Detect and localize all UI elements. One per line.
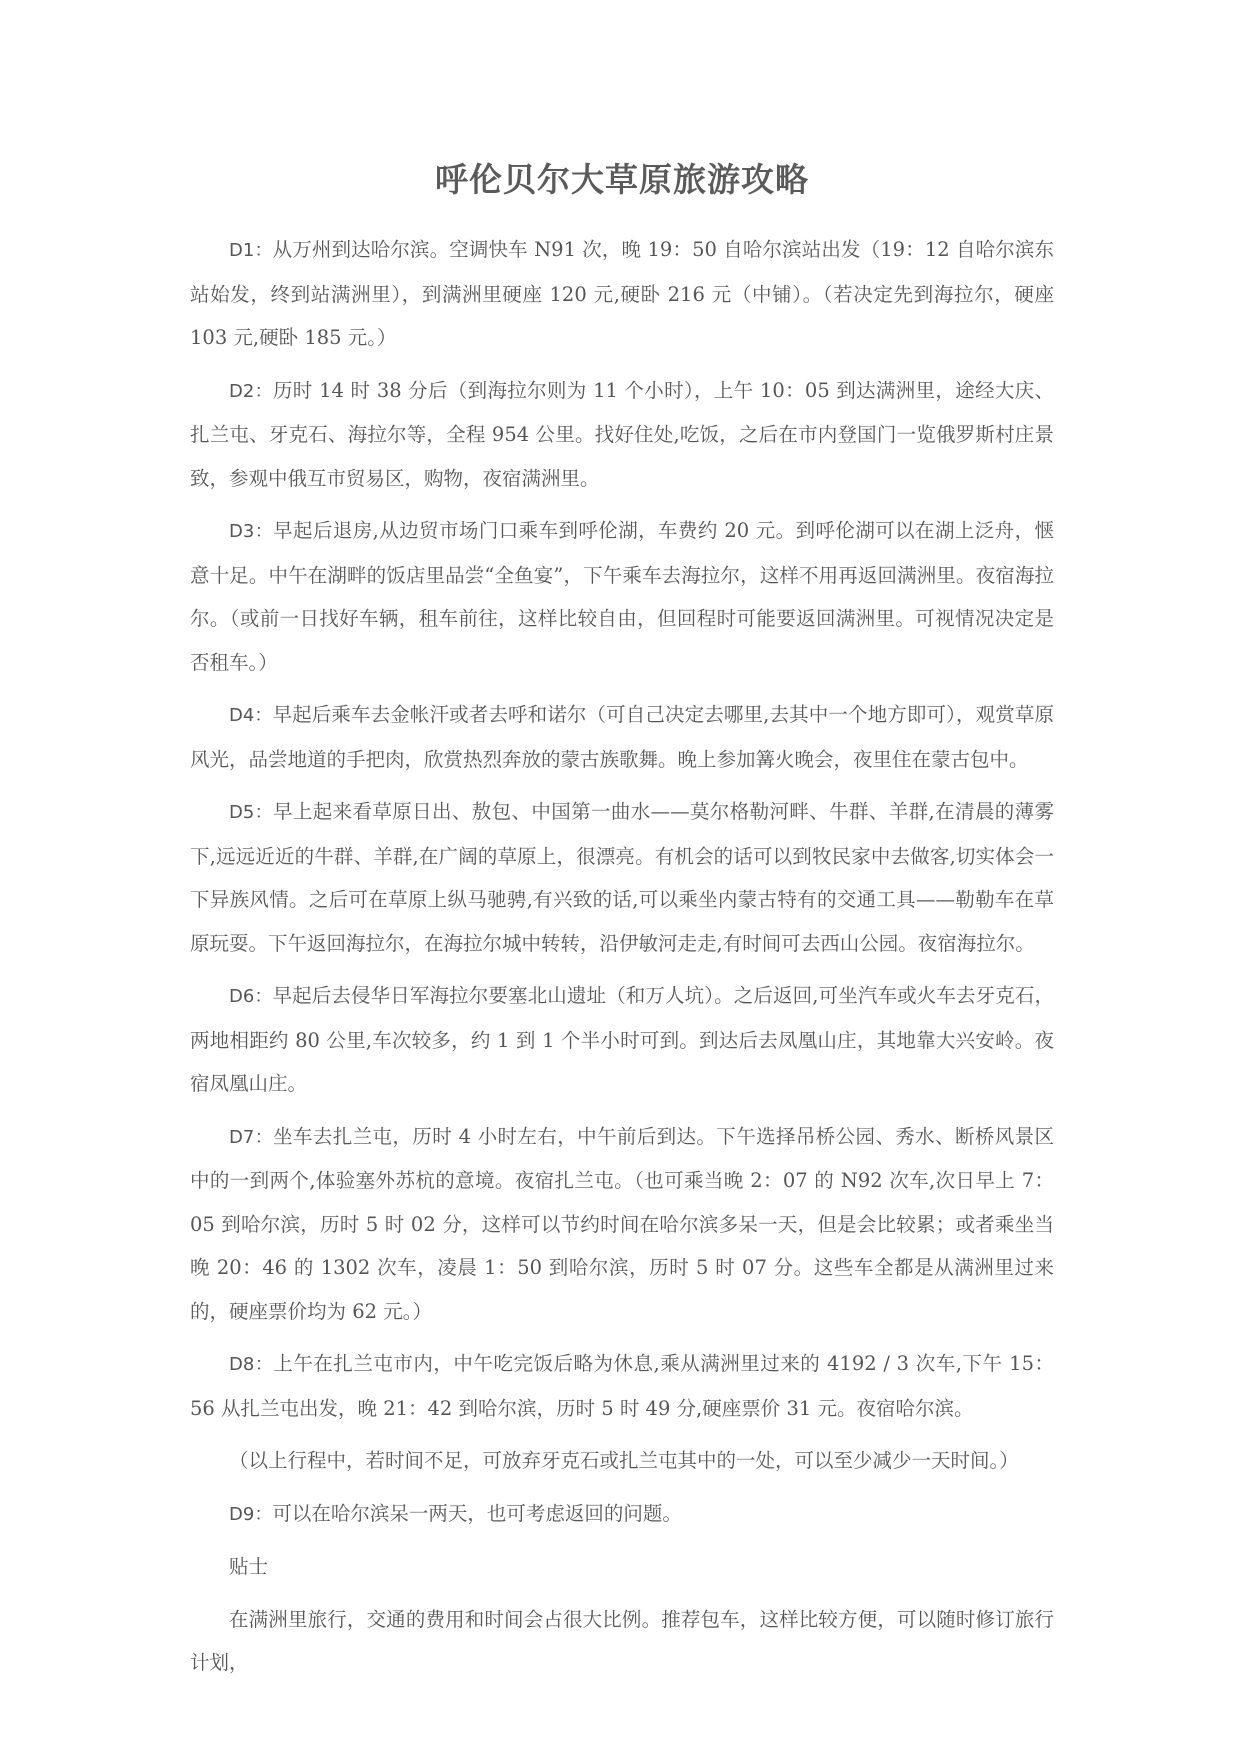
itinerary-day-7 [190, 1115, 1054, 1334]
day-label: D3： [229, 521, 274, 542]
paragraph-text: 早起后退房,从边贸市场门口乘车到呼伦湖，车费约 20 元。到呼伦湖可以在湖上泛舟，惬意十足。中午在湖畔的饭店里品尝“全鱼宴”，下午乘车去海拉尔，这样不用再返回满洲里。夜宿海拉尔。（或前一日找好车辆，租车前往，这样比较自由，但回程时可能要返回满洲里。可视情况决定是否租车。） [190, 519, 1054, 674]
itinerary-day-8 [190, 1342, 1054, 1430]
itinerary-day-9 [190, 1492, 1054, 1537]
day-label: D1： [229, 240, 273, 261]
tips-heading [190, 1545, 1054, 1589]
paragraph-text: 历时 14 时 38 分后（到海拉尔则为 11 个小时），上午 10：05 到达满洲里，途经大庆、扎兰屯、牙克石、海拉尔等，全程 954 公里。找好住处,吃饭，之后在市内登国门一览俄罗斯村庄景致，参观中俄互市贸易区，购物，夜宿满洲里。 [190, 378, 1055, 490]
day-label: D4： [229, 705, 273, 726]
document-page [190, 150, 1054, 1694]
day-label: D6： [229, 986, 273, 1007]
tips-paragraph [190, 1598, 1054, 1685]
day-label: D8： [229, 1354, 274, 1375]
itinerary-day-4 [190, 693, 1054, 781]
itinerary-day-5 [190, 790, 1054, 965]
paragraph-text: 早起后乘车去金帐汗或者去呼和诺尔（可自己决定去哪里,去其中一个地方即可），观赏草原风光，品尝地道的手把肉，欣赏热烈奔放的蒙古族歌舞。晚上参加篝火晚会，夜里住在蒙古包中。 [190, 703, 1054, 771]
paragraph-text: 贴士 [229, 1555, 269, 1578]
day-label: D9： [229, 1503, 273, 1525]
itinerary-day-1 [190, 228, 1054, 360]
paragraph-text: 可以在哈尔滨呆一两天，也可考虑返回的问题。 [272, 1501, 682, 1525]
itinerary-day-2 [190, 369, 1054, 501]
day-label: D7： [229, 1126, 274, 1148]
day-label: D5： [229, 802, 274, 823]
paragraph-text: 早上起来看草原日出、敖包、中国第一曲水——莫尔格勒河畔、牛群、羊群,在清晨的薄雾下,远远近近的牛群、羊群,在广阔的草原上，很漂亮。有机会的话可以到牧民家中去做客,切实体会一下异族风情。之后可在草原上纵马驰骋,有兴致的话,可以乘坐内蒙古特有的交通工具——勒勒车在草原玩耍。下午返回海拉尔，在海拉尔城中转转，沿伊敏河走走,有时间可去西山公园。夜宿海拉尔。 [190, 800, 1054, 955]
itinerary-day-3 [190, 509, 1054, 684]
document-title: 呼伦贝尔大草原旅游攻略 [435, 160, 809, 199]
day-label: D2： [229, 380, 273, 402]
paragraph-text: 上午在扎兰屯市内，中午吃完饭后略为休息,乘从满洲里过来的 4192 / 3 次车,下午 15：56 从扎兰屯出发，晚 21：42 到哈尔滨，历时 5 时 49 分,硬座票价 31 元。夜宿哈尔滨。 [190, 1352, 1055, 1420]
paragraph-text: （以上行程中，若时间不足，可放弃牙克石或扎兰屯其中的一处，可以至少减少一天时间。） [229, 1449, 1019, 1472]
itinerary-day-6 [190, 974, 1054, 1106]
paragraph-text: 坐车去扎兰屯，历时 4 小时左右，中午前后到达。下午选择吊桥公园、秀水、断桥风景区中的一到两个,体验塞外苏杭的意境。夜宿扎兰屯。（也可乘当晚 2：07 的 N92 次车,次日早上 7：05 到哈尔滨，历时 5 时 02 分，这样可以节约时间在哈尔滨多呆一天，但是会比较累；或者乘坐当晚 20：46 的 1302 次车，凌晨 1：50 到哈尔滨，历时 5 时 07 分。这些车全都是从满洲里过来的，硬座票价均为 62 元。） [190, 1124, 1054, 1323]
itinerary-note [190, 1439, 1054, 1483]
paragraph-text: 在满洲里旅行，交通的费用和时间会占很大比例。推荐包车，这样比较方便，可以随时修订旅行计划， [190, 1607, 1054, 1674]
paragraph-text: 从万州到达哈尔滨。空调快车 N91 次，晚 19：50 自哈尔滨站出发（19：12 自哈尔滨东站始发，终到站满洲里），到满洲里硬座 120 元,硬卧 216 元（中铺）。（若决定先到海拉尔，硬座 103 元,硬卧 185 元。） [190, 238, 1055, 349]
paragraph-text: 早起后去侵华日军海拉尔要塞北山遗址（和万人坑）。之后返回,可坐汽车或火车去牙克石，两地相距约 80 公里,车次较多，约 1 到 1 个半小时可到。到达后去凤凰山庄，其地靠大兴安岭。夜宿凤凰山庄。 [190, 984, 1054, 1095]
